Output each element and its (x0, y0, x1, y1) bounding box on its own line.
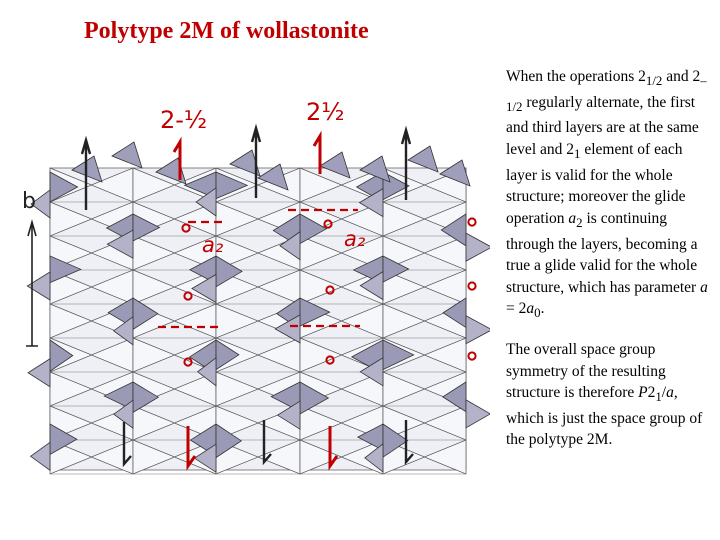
paragraph-space-group: The overall space group symmetry of the resulting structure is therefore $P2_1/a$, which is just the space group of the polytype 2M. (506, 341, 703, 449)
paragraph-operations: When the operations $2_{1/2}$ and $2_{-1/2}$ regularly alternate, the first and third layers are at the same level and $2_1$ element of each layer is valid for the whole structure; moreover the glide operation $a_2$ is continuing through the layers, becoming a true a glide valid for the whole structure, which has parameter $a = 2a_0$. (506, 68, 708, 321)
tetrahedron (27, 272, 50, 300)
inversion-center (468, 282, 475, 289)
inversion-center (468, 352, 475, 359)
crystal-structure-diagram (20, 90, 490, 480)
glide-label-left: a₂ (202, 233, 224, 257)
twofold-label-right: 2½ (306, 98, 345, 126)
tetrahedron (466, 400, 490, 428)
tetrahedra-layers (27, 142, 490, 474)
tetrahedron (28, 359, 50, 387)
inversion-center (468, 218, 475, 225)
description-text (506, 66, 716, 466)
tetrahedron (112, 142, 142, 168)
slide-title: Polytype 2M of wollastonite (84, 18, 369, 44)
b-axis-label: b (22, 189, 36, 214)
glide-label-right: a₂ (344, 227, 366, 251)
twofold-label-left: 2-½ (160, 106, 208, 134)
tetrahedron (31, 442, 50, 470)
tetrahedron (466, 316, 490, 344)
tetrahedron (466, 233, 490, 261)
